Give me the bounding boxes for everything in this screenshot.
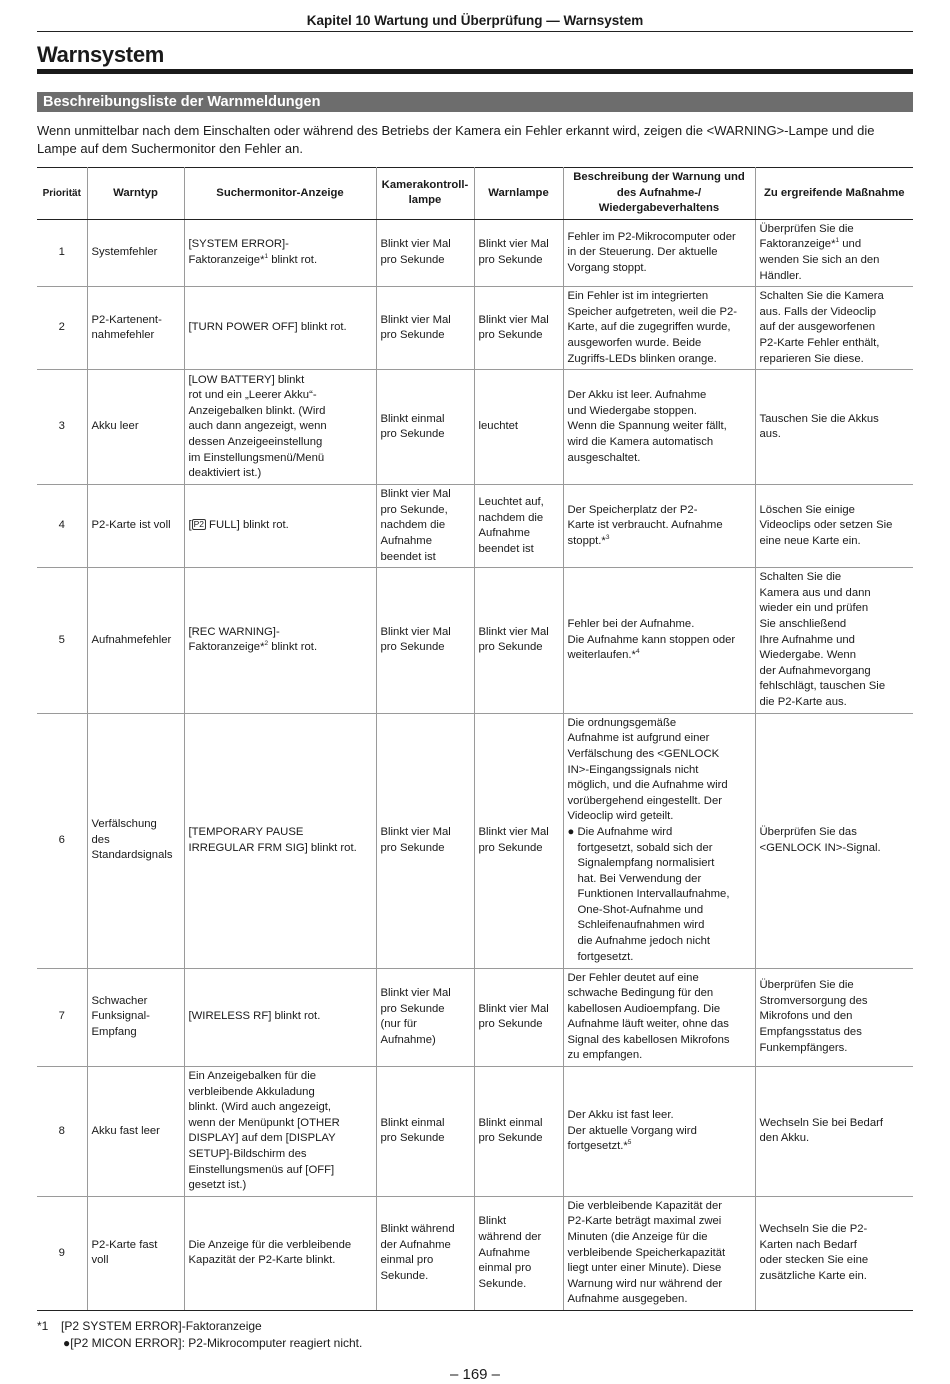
cell-viewfinder: [TURN POWER OFF] blinkt rot. xyxy=(184,287,376,370)
cell-camera-lamp: Blinkt vier Mal pro Sekunde xyxy=(376,713,474,968)
viewfinder-text: [REC WARNING]- Faktoranzeige* xyxy=(188,625,280,654)
col-header-type: Warntyp xyxy=(87,168,184,220)
footnote-1-bullet xyxy=(63,1335,362,1351)
cell-camera-lamp: Blinkt während der Aufnahme einmal pro Sekunde. xyxy=(376,1196,474,1310)
intro-paragraph: Wenn unmittelbar nach dem Einschalten oder während des Betriebs der Kamera ein Fehler erkannt wird, zeigen die <WARNING>-Lampe und die Lampe auf dem Suchermonitor den Fehler an. xyxy=(37,123,875,156)
col-header-camera-lamp: Kamerakontroll- lampe xyxy=(376,168,474,220)
cell-viewfinder xyxy=(184,485,376,568)
cell-priority: 3 xyxy=(37,370,87,485)
cell-description xyxy=(563,568,755,713)
cell-description: Die verbleibende Kapazität der P2-Karte beträgt maximal zwei Minuten (die Anzeige für die verbleibende Speicherkapazität liegt unter einer Minute). Diese Warnung wird nur während der Aufnahme ausgegeben. xyxy=(563,1196,755,1310)
cell-camera-lamp: Blinkt vier Mal pro Sekunde xyxy=(376,568,474,713)
chapter-header: Kapitel 10 Wartung und Überprüfung — Warnsystem xyxy=(37,13,913,32)
col-header-action: Zu ergreifende Maßnahme xyxy=(755,168,913,220)
cell-camera-lamp: Blinkt einmal pro Sekunde xyxy=(376,1067,474,1197)
cell-priority: 1 xyxy=(37,219,87,286)
section-title: Beschreibungsliste der Warnmeldungen xyxy=(37,92,913,112)
cell-camera-lamp: Blinkt vier Mal pro Sekunde xyxy=(376,287,474,370)
viewfinder-text: [SYSTEM ERROR]- Faktoranzeige* xyxy=(188,238,289,266)
cell-description: Fehler im P2-Mikrocomputer oder in der Steuerung. Der aktuelle Vorgang stoppt. xyxy=(563,219,755,286)
cell-priority: 9 xyxy=(37,1196,87,1310)
cell-viewfinder: Ein Anzeigebalken für die verbleibende Akkuladung blinkt. (Wird auch angezeigt, wenn der Menüpunkt [OTHER DISPLAY] auf dem [DISPLAY SETUP]-Bildschirm des Einstellungsmenüs auf [OFF] gesetzt ist.) xyxy=(184,1067,376,1197)
cell-description: Der Fehler deutet auf eine schwache Bedingung für den kabellosen Audioempfang. Die Aufnahme läuft weiter, ohne das Signal des kabellosen Mikrofons zu empfangen. xyxy=(563,968,755,1067)
cell-type: Akku fast leer xyxy=(87,1067,184,1197)
page-title: Warnsystem xyxy=(37,42,165,67)
table-row xyxy=(37,1067,913,1197)
cell-type: Verfälschung des Standardsignals xyxy=(87,713,184,968)
cell-type: P2-Karte fast voll xyxy=(87,1196,184,1310)
cell-priority: 5 xyxy=(37,568,87,713)
cell-warn-lamp: Blinkt einmal pro Sekunde xyxy=(474,1067,563,1197)
bullet-icon: ● xyxy=(567,825,578,838)
bracket-open: [ xyxy=(188,519,192,532)
table-header-row xyxy=(37,168,913,220)
cell-action: Tauschen Sie die Akkus aus. xyxy=(755,370,913,485)
col-header-warn-lamp: Warnlampe xyxy=(474,168,563,220)
bullet-text: Die Aufnahme wird fortgesetzt, sobald sich der Signalempfang normalisiert hat. Bei Verwendung der Funktionen Intervallaufnahme, One-Shot-Aufnahme und Schleifenaufnahmen wird die Aufnahme jedoch nicht fortgesetzt. xyxy=(577,825,730,963)
action-text: Überprüfen Sie die Faktoranzeige* xyxy=(759,222,854,251)
cell-type: Akku leer xyxy=(87,370,184,485)
cell-description: Der Akku ist leer. Aufnahme und Wiedergabe stoppen. Wenn die Spannung weiter fällt, wird die Kamera automatisch ausgeschaltet. xyxy=(563,370,755,485)
table-row xyxy=(37,485,913,568)
cell-warn-lamp: Blinkt vier Mal pro Sekunde xyxy=(474,713,563,968)
col-header-viewfinder: Suchermonitor-Anzeige xyxy=(184,168,376,220)
cell-description: Ein Fehler ist im integrierten Speicher aufgetreten, weil die P2- Karte, auf die zugegriffen wurde, ausgeworfen wurde. Beide Zugriffs-LEDs blinken orange. xyxy=(563,287,755,370)
cell-warn-lamp: Blinkt vier Mal pro Sekunde xyxy=(474,568,563,713)
cell-viewfinder: [TEMPORARY PAUSE IRREGULAR FRM SIG] blinkt rot. xyxy=(184,713,376,968)
cell-action: Überprüfen Sie das <GENLOCK IN>-Signal. xyxy=(755,713,913,968)
cell-camera-lamp: Blinkt vier Mal pro Sekunde, nachdem die Aufnahme beendet ist xyxy=(376,485,474,568)
cell-camera-lamp: Blinkt einmal pro Sekunde xyxy=(376,370,474,485)
description-text: Der Akku ist fast leer. Der aktuelle Vorgang wird fortgesetzt.* xyxy=(567,1109,697,1153)
cell-priority: 4 xyxy=(37,485,87,568)
cell-action: Schalten Sie die Kamera aus und dann wieder ein und prüfen Sie anschließend Ihre Aufnahme und Wiedergabe. Wenn der Aufnahmevorgang fehlschlägt, tauschen Sie die P2-Karte aus. xyxy=(755,568,913,713)
footnote-1-number: *1 xyxy=(37,1319,49,1333)
footnote-1-text: [P2 SYSTEM ERROR]-Faktoranzeige xyxy=(61,1319,262,1333)
cell-priority: 7 xyxy=(37,968,87,1067)
footnote-ref: 5 xyxy=(627,1139,632,1147)
description-text: Fehler bei der Aufnahme. Die Aufnahme kann stoppen oder weiterlaufen.* xyxy=(567,617,736,662)
table-row xyxy=(37,1196,913,1310)
footnote-1-bullet-text: [P2 MICON ERROR]: P2-Mikrocomputer reagiert nicht. xyxy=(70,1336,363,1350)
table-row xyxy=(37,968,913,1067)
p2-card-icon: P2 xyxy=(193,519,205,530)
cell-description xyxy=(563,485,755,568)
cell-type: P2-Kartenent- nahmefehler xyxy=(87,287,184,370)
footnote-1 xyxy=(37,1318,262,1334)
cell-action: Überprüfen Sie die Stromversorgung des Mikrofons und den Empfangsstatus des Funkempfängers. xyxy=(755,968,913,1067)
cell-action: Wechseln Sie bei Bedarf den Akku. xyxy=(755,1067,913,1197)
cell-type: Systemfehler xyxy=(87,219,184,286)
cell-priority: 8 xyxy=(37,1067,87,1197)
cell-type: Aufnahmefehler xyxy=(87,568,184,713)
viewfinder-text-after: blinkt rot. xyxy=(268,253,318,266)
cell-warn-lamp: Blinkt vier Mal pro Sekunde xyxy=(474,287,563,370)
bullet-icon: ● xyxy=(63,1336,71,1350)
table-row xyxy=(37,219,913,286)
cell-action: Schalten Sie die Kamera aus. Falls der Videoclip auf der ausgeworfenen P2-Karte Fehler enthält, reparieren Sie diese. xyxy=(755,287,913,370)
cell-viewfinder xyxy=(184,219,376,286)
cell-description xyxy=(563,713,755,968)
warning-table xyxy=(37,167,913,1311)
cell-warn-lamp: leuchtet xyxy=(474,370,563,485)
cell-action: Löschen Sie einige Videoclips oder setzen Sie eine neue Karte ein. xyxy=(755,485,913,568)
cell-priority: 6 xyxy=(37,713,87,968)
cell-warn-lamp: Leuchtet auf, nachdem die Aufnahme beendet ist xyxy=(474,485,563,568)
cell-viewfinder: Die Anzeige für die verbleibende Kapazität der P2-Karte blinkt. xyxy=(184,1196,376,1310)
description-text: Der Speicherplatz der P2- Karte ist verbraucht. Aufnahme stoppt.* xyxy=(567,503,723,547)
footnote-ref: 1 xyxy=(264,253,269,261)
viewfinder-text: FULL] blinkt rot. xyxy=(209,519,289,532)
table-row xyxy=(37,370,913,485)
col-header-description: Beschreibung der Warnung und des Aufnahme-/ Wiedergabeverhaltens xyxy=(563,168,755,220)
table-row xyxy=(37,713,913,968)
cell-priority: 2 xyxy=(37,287,87,370)
cell-viewfinder: [WIRELESS RF] blinkt rot. xyxy=(184,968,376,1067)
description-text: Die ordnungsgemäße Aufnahme ist aufgrund einer Verfälschung des <GENLOCK IN>-Eingangssignals nicht möglich, und die Aufnahme wird vorübergehend eingestellt. Der Videoclip wird geteilt. xyxy=(567,716,728,823)
table-row xyxy=(37,568,913,713)
cell-camera-lamp: Blinkt vier Mal pro Sekunde (nur für Aufnahme) xyxy=(376,968,474,1067)
col-header-priority: Priorität xyxy=(37,168,87,220)
cell-type: P2-Karte ist voll xyxy=(87,485,184,568)
cell-type: Schwacher Funksignal- Empfang xyxy=(87,968,184,1067)
cell-warn-lamp: Blinkt vier Mal pro Sekunde xyxy=(474,219,563,286)
page-number: – 169 – xyxy=(449,1366,501,1383)
bullet-item xyxy=(568,825,751,965)
cell-viewfinder xyxy=(184,568,376,713)
viewfinder-text-after: blinkt rot. xyxy=(268,641,318,654)
footnote-ref: 2 xyxy=(264,640,269,648)
cell-viewfinder: [LOW BATTERY] blinkt rot und ein „Leerer Akku“- Anzeigebalken blinkt. (Wird auch dann angezeigt, wenn dessen Anzeigeeinstellung im Einstellungsmenü/Menü deaktiviert ist.) xyxy=(184,370,376,485)
cell-description xyxy=(563,1067,755,1197)
table-row xyxy=(37,287,913,370)
cell-warn-lamp: Blinkt vier Mal pro Sekunde xyxy=(474,968,563,1067)
cell-camera-lamp: Blinkt vier Mal pro Sekunde xyxy=(376,219,474,286)
footnote-ref: 1 xyxy=(835,237,840,245)
action-text-after: und wenden Sie sich an den Händler. xyxy=(759,238,880,282)
cell-action: Wechseln Sie die P2- Karten nach Bedarf oder stecken Sie eine zusätzliche Karte ein. xyxy=(755,1196,913,1310)
footnote-ref: 4 xyxy=(635,648,640,656)
cell-warn-lamp: Blinkt während der Aufnahme einmal pro Sekunde. xyxy=(474,1196,563,1310)
footnote-ref: 3 xyxy=(605,534,610,542)
title-rule xyxy=(37,69,913,74)
cell-action xyxy=(755,219,913,286)
